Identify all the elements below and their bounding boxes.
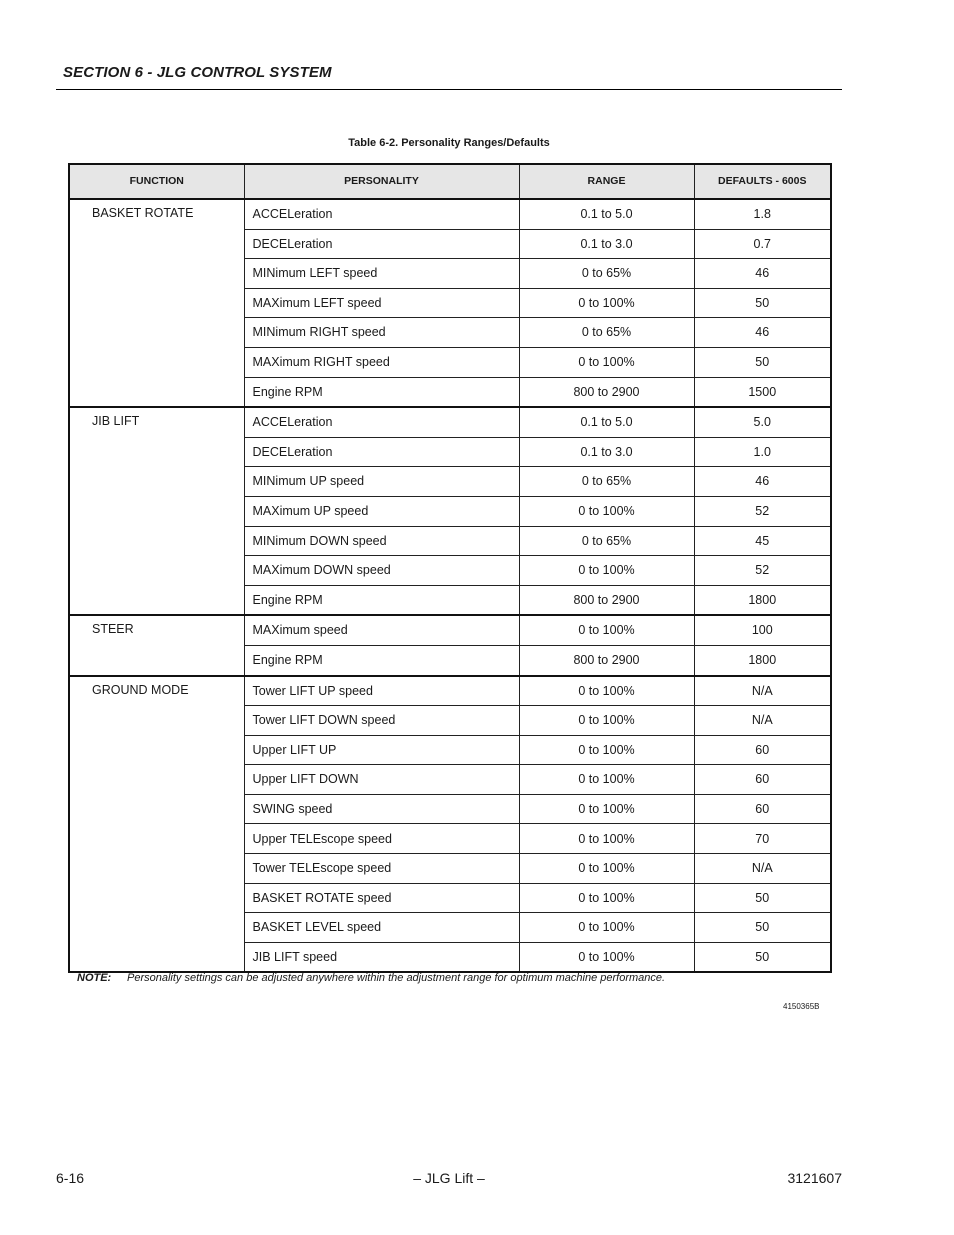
footer-page-number: 6-16 — [56, 1170, 85, 1186]
default-cell: 1.8 — [694, 199, 831, 229]
range-cell: 800 to 2900 — [519, 585, 694, 615]
column-header-personality: PERSONALITY — [244, 164, 519, 199]
section-title: SECTION 6 - JLG CONTROL SYSTEM — [63, 64, 332, 81]
note-text: Personality settings can be adjusted anywhere within the adjustment range for optimum machine performance. — [127, 972, 666, 984]
default-cell: 1.0 — [694, 437, 831, 467]
personality-cell: MINimum LEFT speed — [244, 259, 519, 289]
range-cell: 0 to 100% — [519, 496, 694, 526]
default-cell: 100 — [694, 615, 831, 645]
range-cell: 800 to 2900 — [519, 377, 694, 407]
default-cell: 52 — [694, 496, 831, 526]
range-cell: 0 to 100% — [519, 824, 694, 854]
table-row — [69, 676, 831, 706]
range-cell: 800 to 2900 — [519, 645, 694, 675]
personality-cell: ACCELeration — [244, 199, 519, 229]
footer-brand: – JLG Lift – — [413, 1170, 485, 1186]
default-cell: 5.0 — [694, 407, 831, 437]
table-note — [77, 972, 665, 984]
personality-table — [68, 163, 832, 973]
personality-cell: Upper LIFT UP — [244, 735, 519, 765]
personality-cell: MAXimum RIGHT speed — [244, 347, 519, 377]
range-cell: 0 to 100% — [519, 706, 694, 736]
personality-cell: MAXimum LEFT speed — [244, 288, 519, 318]
personality-cell: JIB LIFT speed — [244, 942, 519, 972]
figure-id: 4150365B — [783, 1002, 820, 1011]
personality-cell: Engine RPM — [244, 377, 519, 407]
header-divider — [56, 89, 842, 90]
range-cell: 0 to 65% — [519, 467, 694, 497]
note-label: NOTE: — [77, 972, 112, 984]
range-cell: 0 to 100% — [519, 735, 694, 765]
personality-cell: Tower LIFT DOWN speed — [244, 706, 519, 736]
personality-cell: DECELeration — [244, 229, 519, 259]
range-cell: 0 to 100% — [519, 942, 694, 972]
range-cell: 0.1 to 3.0 — [519, 229, 694, 259]
personality-cell: BASKET ROTATE speed — [244, 883, 519, 913]
column-header-defaults: DEFAULTS - 600S — [694, 164, 831, 199]
default-cell: 50 — [694, 942, 831, 972]
default-cell: 50 — [694, 883, 831, 913]
range-cell: 0 to 100% — [519, 854, 694, 884]
default-cell: 1800 — [694, 645, 831, 675]
personality-cell: Upper LIFT DOWN — [244, 765, 519, 795]
default-cell: 46 — [694, 467, 831, 497]
default-cell: 1800 — [694, 585, 831, 615]
personality-cell: ACCELeration — [244, 407, 519, 437]
range-cell: 0 to 65% — [519, 526, 694, 556]
range-cell: 0 to 100% — [519, 883, 694, 913]
range-cell: 0 to 100% — [519, 288, 694, 318]
range-cell: 0 to 100% — [519, 615, 694, 645]
table-body — [69, 199, 831, 972]
function-cell: STEER — [69, 615, 244, 675]
personality-cell: MAXimum speed — [244, 615, 519, 645]
default-cell: 60 — [694, 765, 831, 795]
default-cell: 0.7 — [694, 229, 831, 259]
range-cell: 0 to 100% — [519, 794, 694, 824]
function-cell: BASKET ROTATE — [69, 199, 244, 407]
range-cell: 0 to 100% — [519, 913, 694, 943]
table-caption: Table 6-2. Personality Ranges/Defaults — [348, 137, 550, 149]
personality-cell: MINimum UP speed — [244, 467, 519, 497]
personality-cell: Engine RPM — [244, 585, 519, 615]
default-cell: 52 — [694, 556, 831, 586]
default-cell: N/A — [694, 676, 831, 706]
default-cell: 60 — [694, 735, 831, 765]
default-cell: 46 — [694, 259, 831, 289]
default-cell: 50 — [694, 288, 831, 318]
function-cell: GROUND MODE — [69, 676, 244, 973]
range-cell: 0 to 100% — [519, 556, 694, 586]
personality-cell: MAXimum UP speed — [244, 496, 519, 526]
default-cell: 45 — [694, 526, 831, 556]
range-cell: 0 to 100% — [519, 765, 694, 795]
personality-cell: MINimum RIGHT speed — [244, 318, 519, 348]
range-cell: 0.1 to 3.0 — [519, 437, 694, 467]
table-row — [69, 615, 831, 645]
default-cell: 60 — [694, 794, 831, 824]
default-cell: 1500 — [694, 377, 831, 407]
range-cell: 0 to 100% — [519, 347, 694, 377]
table-header-row — [69, 164, 831, 199]
footer-doc-number: 3121607 — [787, 1170, 842, 1186]
default-cell: N/A — [694, 854, 831, 884]
personality-cell: MINimum DOWN speed — [244, 526, 519, 556]
default-cell: 50 — [694, 347, 831, 377]
function-cell: JIB LIFT — [69, 407, 244, 615]
range-cell: 0.1 to 5.0 — [519, 199, 694, 229]
personality-cell: MAXimum DOWN speed — [244, 556, 519, 586]
personality-cell: DECELeration — [244, 437, 519, 467]
default-cell: 70 — [694, 824, 831, 854]
column-header-function: FUNCTION — [69, 164, 244, 199]
default-cell: N/A — [694, 706, 831, 736]
range-cell: 0.1 to 5.0 — [519, 407, 694, 437]
personality-cell: Upper TELEscope speed — [244, 824, 519, 854]
personality-cell: Engine RPM — [244, 645, 519, 675]
default-cell: 46 — [694, 318, 831, 348]
column-header-range: RANGE — [519, 164, 694, 199]
table-row — [69, 199, 831, 229]
range-cell: 0 to 65% — [519, 259, 694, 289]
personality-cell: Tower LIFT UP speed — [244, 676, 519, 706]
personality-cell: BASKET LEVEL speed — [244, 913, 519, 943]
personality-cell: Tower TELEscope speed — [244, 854, 519, 884]
range-cell: 0 to 100% — [519, 676, 694, 706]
default-cell: 50 — [694, 913, 831, 943]
personality-cell: SWING speed — [244, 794, 519, 824]
table-row — [69, 407, 831, 437]
range-cell: 0 to 65% — [519, 318, 694, 348]
